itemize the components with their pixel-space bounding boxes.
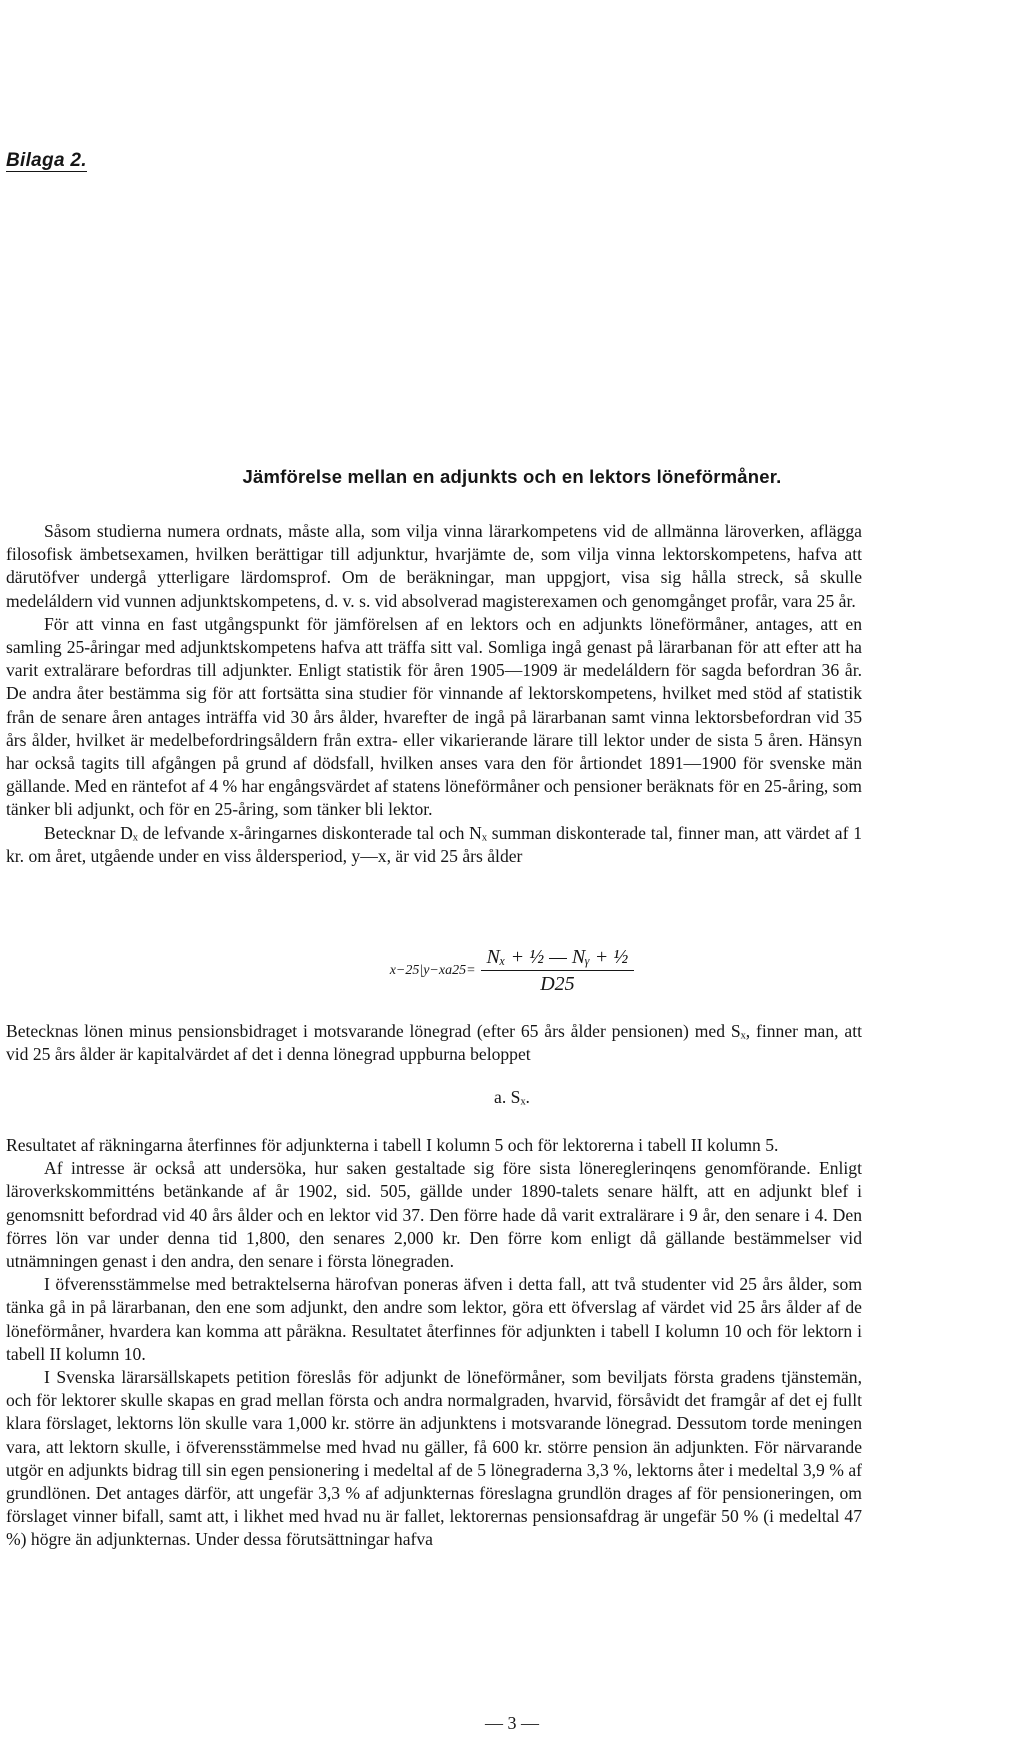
results-text-block bbox=[6, 1134, 862, 1552]
formula-lhs: x−25|y−xa25= bbox=[389, 963, 476, 978]
paragraph-5: Resultatet af räkningarna återfinnes för adjunkterna i tabell I kolumn 5 och för lektorerna i tabell II kolumn 5. bbox=[6, 1135, 779, 1155]
paragraph-6: Af intresse är också att undersöka, hur saken gestaltade sig före sista lönereglerinqens genomförande. Enligt läroverkskommitténs betänkande af år 1902, sid. 505, gällde under 1890-talets senare hälft, att en adjunkt blef i genomsnitt befordrad vid 40 års ålder och en lektor vid 37. Den förre hade då varit extralärare i 9 år, den senare i 4. Den förres lön var under denna tid 1,800, den senares 2,000 kr. Den förre kom enligt då gällande bestämmelser vid utnämningen genast i den andra, den senare i första lönegraden. bbox=[6, 1158, 862, 1272]
formula-fraction bbox=[481, 946, 635, 996]
intro-text-block bbox=[6, 520, 862, 868]
paragraph-2: För att vinna en fast utgångspunkt för jämförelsen af en lektors och en adjunkts löneförmåner, antages, att en samling 25-åringar med adjunktskompetens hafva att träffa sitt val. Somliga ingå genast på lärarbanan för att efter att ha varit extralärare befordras till adjunkter. Enligt statistik för åren 1905—1909 är medeláldern för sagda befordran 36 år. De andra åter bestämma sig för att fortsätta sina studier för vinnande af lektorskompetens, hvilket med stöd af statistik från de senare åren antages inträffa vid 30 års ålder, hvarefter de ingå på lärarbanan samt vinna lektorsbefordran vid 35 års ålder, hvilket är medelbefordringsåldern från extra- eller vikarierande lärare till lektor under de sista 5 åren. Hänsyn har också tagits till afgången på grund af dödsfall, hvilken anses vara den för årtiondet 1891—1900 för svenske män gällande. Med en räntefot af 4 % har engångsvärdet af statens löneförmåner och pensioner beräknats för en 25-åring, som tänker bli adjunkt, och för en 25-åring, som tänker bli lektor. bbox=[6, 613, 862, 820]
paragraph-4: Betecknas lönen minus pensionsbidraget i motsvarande lönegrad (efter 65 års ålder pensionen) med Sₓ, finner man, att vid 25 års ålder är kapitalvärdet af det i denna lönegrad uppburna beloppet bbox=[6, 1021, 862, 1065]
paragraph-3: Betecknar Dₓ de lefvande x-åringarnes diskonterade tal och Nₓ summan diskonterade tal, finner man, att värdet af 1 kr. om året, utgående under en viss åldersperiod, y—x, är vid 25 års ålder bbox=[6, 822, 862, 866]
formula-numerator: Nₓ + ½ — Nᵧ + ½ bbox=[481, 946, 635, 971]
salary-text-block bbox=[6, 1020, 862, 1066]
paragraph-7: I öfverensstämmelse med betraktelserna härofvan poneras äfven i detta fall, att två studenter vid 25 års ålder, som tänka gå in på lärarbanan, den ene som adjunkt, den andre som lektor, göra ett öfverslag af värdet vid 25 års ålder af de löneförmåner, hvardera kan komma att påräkna. Resultatet återfinnes för adjunkten i tabell I kolumn 10 och för lektorn i tabell II kolumn 10. bbox=[6, 1274, 862, 1364]
paragraph-1: Såsom studierna numera ordnats, måste alla, som vilja vinna lärarkompetens vid de allmänna läroverken, aflägga filosofisk ämbetsexamen, hvilken berättigar till adjunktur, hvarjämte de, som vilja vinna lektorskompetens, hafva att därutöfver undergå ytterligare lärdomsprof. Om de beräkningar, man uppgjort, visa sig hålla streck, så skulle medeláldern vid vunnen adjunktskompetens, d. v. s. vid absolverad magisterexamen och genomgånget profår, vara 25 år. bbox=[6, 521, 862, 611]
page-title: Jämförelse mellan en adjunkts och en lektors löneförmåner. bbox=[242, 466, 782, 487]
annuity-formula bbox=[0, 946, 1024, 996]
paragraph-8: I Svenska lärarsällskapets petition föreslås för adjunkt de löneförmåner, som beviljats första gradens tjänstemän, och för lektorer skulle skapas en grad mellan första och andra normalgraden, hvarvid, försåvidt det framgår af det ej fullt klara förslaget, lektorns lön skulle vara 1,000 kr. större än adjunktens i motsvarande lönegrad. Dessutom torde meningen vara, att lektorn skulle, i öfverensstämmelse med hvad nu gäller, få 600 kr. större pension än adjunkten. För närvarande utgör en adjunkts bidrag till sin egen pensionering i medeltal af de 5 lönegraderna 3,3 %, lektorns åter i medeltal 3,9 % af grundlönen. Det antages därför, att ungefär 3,3 % af adjunkternas föreslagna grundlön drages af för pensioneringen, om förslaget vinner bifall, samt att, i likhet med hvad nu är fallet, lektorernas pensionsafdrag är ungefär 50 % (i medeltal 47 %) högre än adjunkternas. Under dessa förutsättningar hafva bbox=[6, 1367, 862, 1550]
appendix-label: Bilaga 2. bbox=[6, 150, 87, 171]
formula-denominator: D25 bbox=[540, 973, 575, 995]
capital-value-expression: a. Sₓ. bbox=[494, 1087, 530, 1107]
page-number: — 3 — bbox=[485, 1713, 539, 1733]
